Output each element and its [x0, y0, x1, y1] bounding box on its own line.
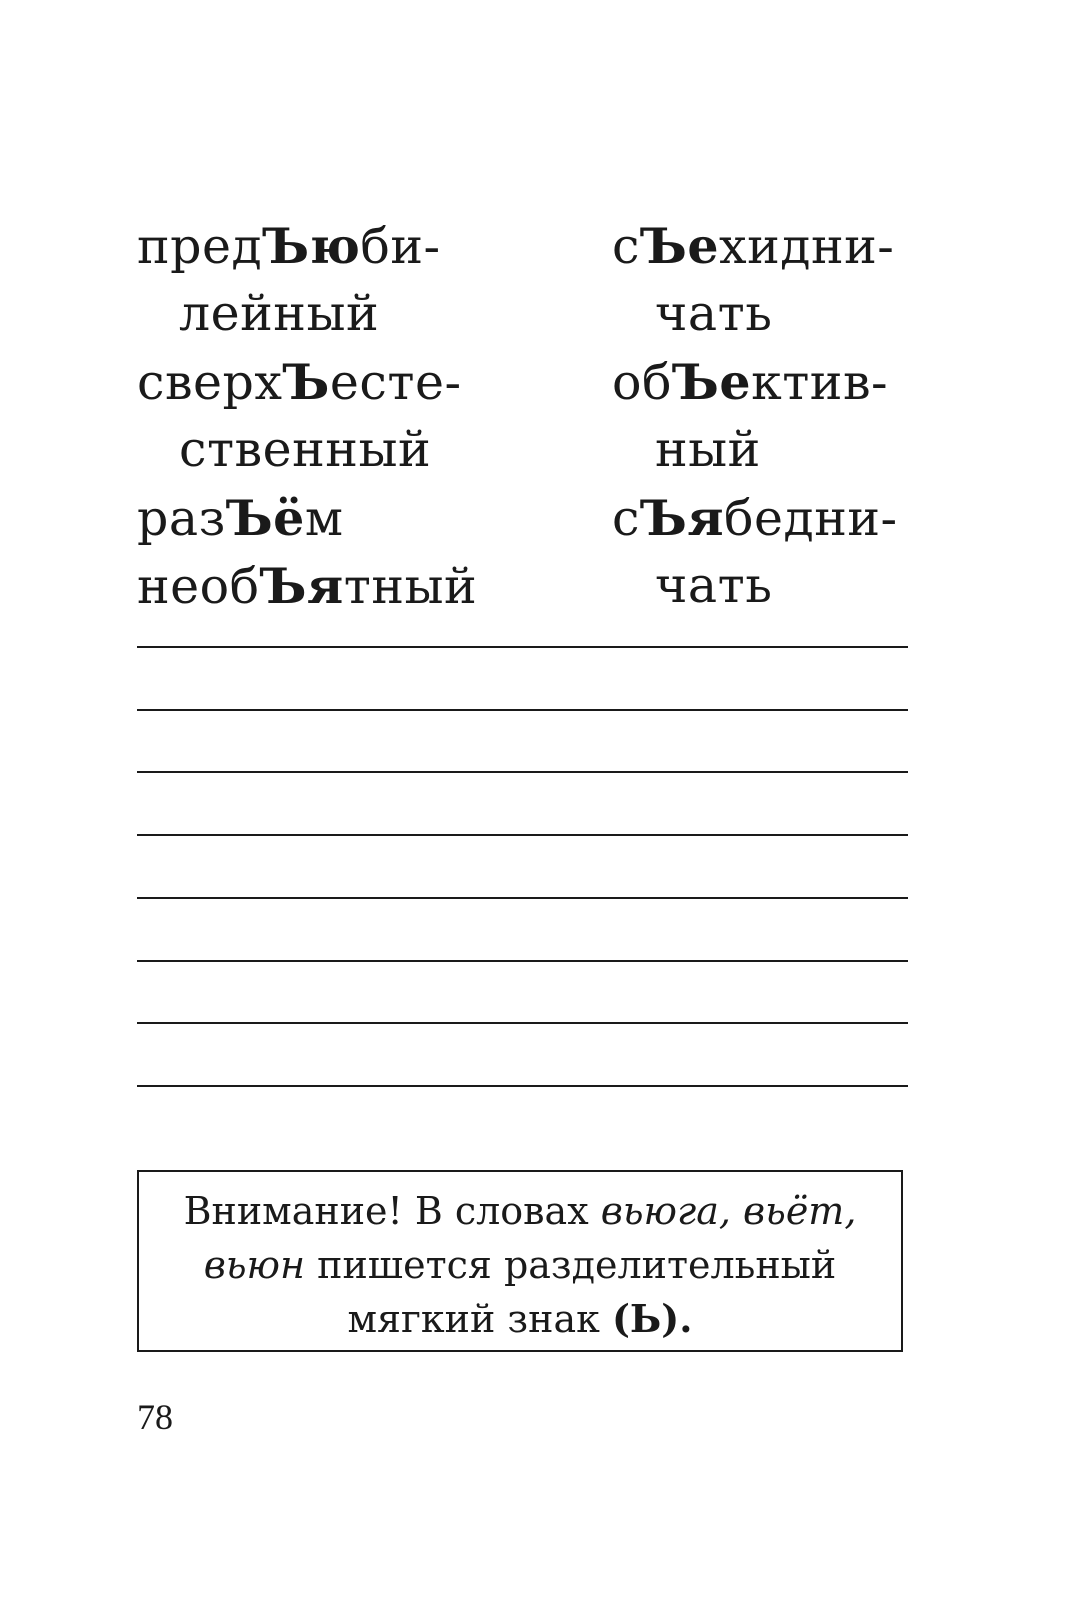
italic-example: вьюн — [203, 1243, 306, 1287]
writing-line — [137, 1085, 908, 1087]
bold-fragment: Ъю — [262, 217, 361, 275]
word-line: ный — [655, 421, 761, 478]
word-line: обЪектив- — [612, 353, 889, 411]
word-line: сверхЪесте- — [137, 353, 462, 411]
writing-line — [137, 960, 908, 962]
word-line: чать — [655, 557, 773, 614]
word-line: необЪятный — [137, 557, 478, 615]
notice-line-3: мягкий знак (Ь). — [347, 1296, 693, 1341]
soft-sign-label: (Ь). — [611, 1296, 693, 1341]
writing-line — [137, 709, 908, 711]
word-line: ственный — [179, 421, 432, 478]
right-word-column — [612, 212, 898, 620]
word-line: предЪюби- — [137, 217, 441, 275]
notice-line-1: Внимание! В словах вьюга, вьёт, — [183, 1189, 857, 1233]
notice-line-2: вьюн пишется разделительный — [203, 1243, 837, 1287]
word-line: сЪехидни- — [612, 217, 895, 275]
word-line: разЪём — [137, 489, 344, 547]
writing-line — [137, 834, 908, 836]
page-number: 78 — [137, 1397, 173, 1437]
bold-fragment: Ъ — [282, 353, 330, 411]
bold-fragment: Ъё — [225, 489, 305, 547]
word-line: лейный — [179, 285, 380, 342]
writing-line — [137, 771, 908, 773]
italic-examples: вьюга, вьёт, — [600, 1189, 857, 1233]
left-word-column — [137, 212, 477, 620]
notice-box — [137, 1170, 903, 1352]
bold-fragment: Ъя — [639, 489, 725, 547]
writing-line — [137, 897, 908, 899]
writing-line — [137, 1022, 908, 1024]
bold-fragment: Ъя — [259, 557, 344, 615]
bold-fragment: Ъе — [639, 217, 719, 275]
word-line: чать — [655, 285, 773, 342]
writing-line — [137, 646, 908, 648]
bold-fragment: Ъе — [672, 353, 752, 411]
word-line: сЪябедни- — [612, 489, 898, 547]
